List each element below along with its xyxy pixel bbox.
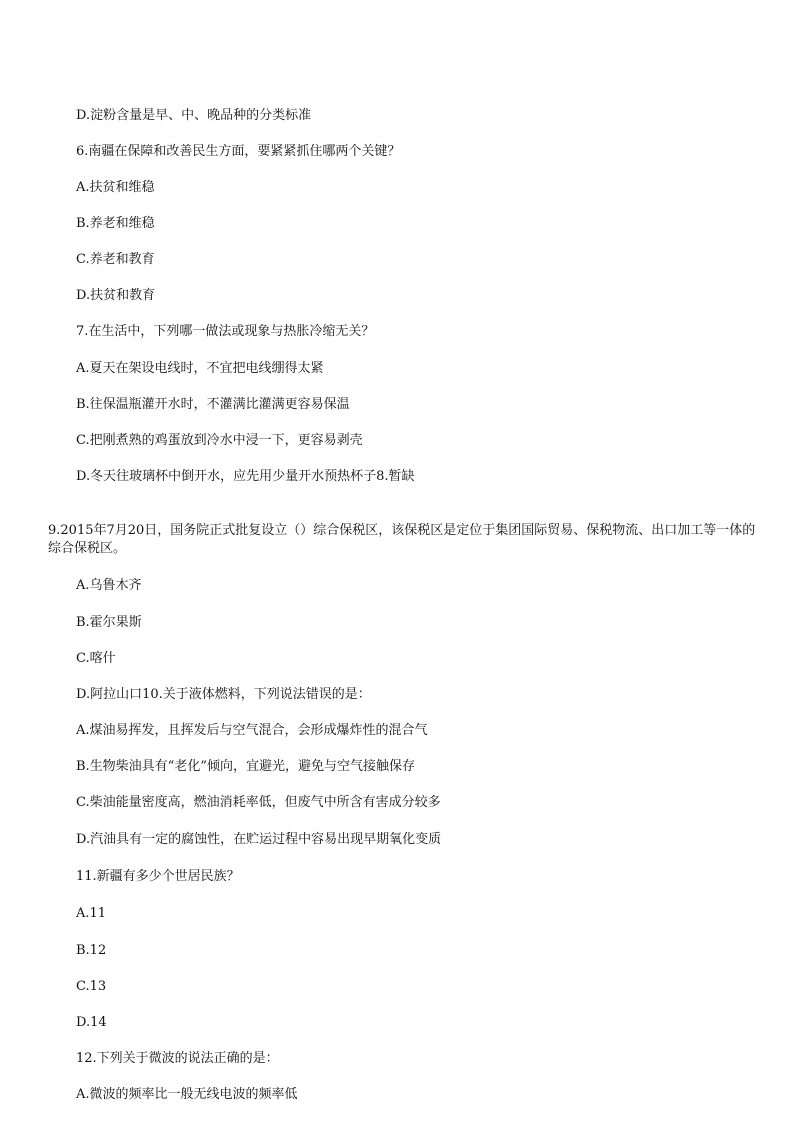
- option-a-q6: A.扶贫和维稳: [76, 180, 155, 195]
- option-d-q11: D.14: [76, 1015, 107, 1030]
- option-d-q9-question-10: D.阿拉山口10.关于液体燃料，下列说法错误的是：: [76, 687, 371, 702]
- option-c-q9: C.喀什: [76, 651, 116, 666]
- option-c-q10: C.柴油能量密度高，燃油消耗率低，但废气中所含有害成分较多: [76, 795, 441, 810]
- question-9: 9.2015年7月20日，国务院正式批复设立（）综合保税区，该保税区是定位于集团国际贸易、保税物流、出口加工等一体的综合保税区。: [48, 523, 756, 556]
- option-a-q10: A.煤油易挥发，且挥发后与空气混合，会形成爆炸性的混合气: [76, 723, 428, 738]
- option-d-q10: D.汽油具有一定的腐蚀性，在贮运过程中容易出现早期氧化变质: [76, 832, 442, 847]
- option-a-q7: A.夏天在架设电线时，不宜把电线绷得太紧: [76, 361, 324, 376]
- option-c-q11: C.13: [76, 979, 107, 994]
- question-12: 12.下列关于微波的说法正确的是：: [76, 1051, 279, 1066]
- option-c-q6: C.养老和教育: [76, 252, 155, 267]
- option-c-q7: C.把刚煮熟的鸡蛋放到冷水中浸一下，更容易剥壳: [76, 433, 363, 448]
- question-7: 7.在生活中，下列哪一做法或现象与热胀冷缩无关？: [76, 324, 375, 339]
- option-b-q9: B.霍尔果斯: [76, 615, 142, 630]
- question-6: 6.南疆在保障和改善民生方面，要紧紧抓住哪两个关键？: [76, 144, 401, 159]
- option-a-q12: A.微波的频率比一般无线电波的频率低: [76, 1087, 298, 1102]
- option-d-q5: D.淀粉含量是早、中、晚品种的分类标准: [76, 108, 312, 123]
- option-b-q7: B.往保温瓶灌开水时，不灌满比灌满更容易保温: [76, 397, 350, 412]
- question-11: 11.新疆有多少个世居民族？: [76, 869, 240, 884]
- option-b-q10: B.生物柴油具有“老化”倾向，宜避光，避免与空气接触保存: [76, 759, 415, 774]
- option-a-q11: A.11: [76, 906, 107, 921]
- option-d-q7: D.冬天往玻璃杯中倒开水，应先用少量开水预热杯子8.暂缺: [76, 469, 415, 484]
- option-b-q11: B.12: [76, 943, 107, 958]
- option-b-q6: B.养老和维稳: [76, 216, 155, 231]
- option-a-q9: A.乌鲁木齐: [76, 578, 142, 593]
- option-d-q6: D.扶贫和教育: [76, 288, 156, 303]
